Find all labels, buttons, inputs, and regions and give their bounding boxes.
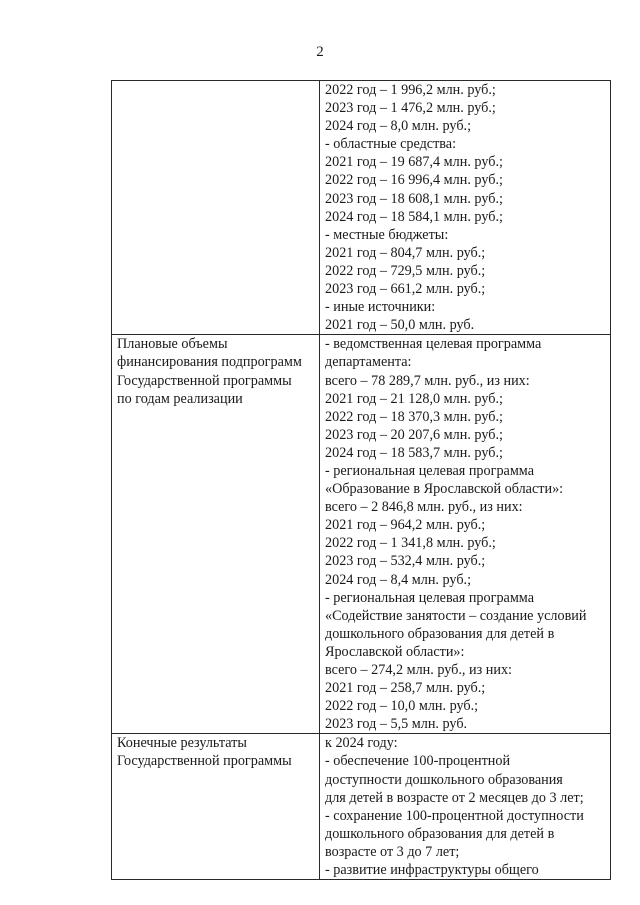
text-line: 2024 год – 8,0 млн. руб.; [325,118,472,135]
text-line: 2023 год – 18 608,1 млн. руб.; [325,190,503,207]
text-line: 2024 год – 18 584,1 млн. руб.; [325,208,503,225]
text-line: 2022 год – 18 370,3 млн. руб.; [325,408,503,425]
text-line: 2022 год – 1 341,8 млн. руб.; [325,535,496,552]
text-line: 2021 год – 258,7 млн. руб.; [325,680,486,697]
text-line: всего – 274,2 млн. руб., из них: [325,662,512,678]
text-line: финансирования подпрограмм [117,354,302,371]
text-line: 2021 год – 804,7 млн. руб.; [325,244,486,261]
text-line: всего – 2 846,8 млн. руб., из них: [325,499,523,516]
text-line: 2024 год – 8,4 млн. руб.; [325,571,472,588]
text-line: департамента: [325,354,412,371]
text-line: 2022 год – 729,5 млн. руб.; [325,262,486,279]
text-line: 2023 год – 20 207,6 млн. руб.; [325,426,503,443]
text-line: - местные бюджеты: [325,226,449,243]
text-line: всего – 78 289,7 млн. руб., из них: [325,372,530,389]
text-line: Ярославской области»: [325,643,465,660]
row-label-cell [112,335,320,734]
text-line: по годам реализации [117,390,243,407]
text-line: «Образование в Ярославской области»: [325,481,564,498]
text-line: 2022 год – 16 996,4 млн. руб.; [325,172,503,189]
text-line: дошкольного образования для детей в [325,825,555,842]
text-line: 2021 год – 50,0 млн. руб. [325,317,475,334]
page-number: 2 [316,44,324,60]
text-line: дошкольного образования для детей в [325,625,555,642]
text-line: для детей в возрасте от 2 месяцев до 3 лет; [325,789,584,806]
program-passport-table [111,80,611,880]
table-row [112,335,611,734]
row-label-cell [112,81,320,335]
text-line: - развитие инфраструктуры общего [325,862,539,879]
row-value-cell [320,81,611,335]
text-line: - иные источники: [325,299,436,316]
text-line: Конечные результаты [117,735,247,752]
text-line: 2021 год – 21 128,0 млн. руб.; [325,390,503,407]
text-line: 2023 год – 5,5 млн. руб. [325,716,468,733]
row-value-cell [320,335,611,734]
text-line: Государственной программы [117,372,292,389]
text-line: 2023 год – 532,4 млн. руб.; [325,553,486,570]
table-row [112,81,611,335]
row-label-cell [112,734,320,880]
table-row [112,734,611,880]
text-line: - ведомственная целевая программа [325,336,542,353]
text-line: 2023 год – 661,2 млн. руб.; [325,281,486,298]
text-line: - сохранение 100-процентной доступности [325,807,584,824]
text-line: 2023 год – 1 476,2 млн. руб.; [325,100,496,117]
text-line: возрасте от 3 до 7 лет; [325,843,460,860]
text-line: - региональная целевая программа [325,462,534,479]
text-line: Плановые объемы [117,336,228,353]
text-line: 2021 год – 964,2 млн. руб.; [325,517,486,534]
text-line: «Содействие занятости – создание условий [325,607,587,624]
text-line: - региональная целевая программа [325,589,534,606]
text-line: - областные средства: [325,136,457,153]
text-line: 2022 год – 1 996,2 млн. руб.; [325,82,496,98]
text-line: доступности дошкольного образования [325,771,563,788]
text-line: Государственной программы [117,753,292,770]
text-line: 2022 год – 10,0 млн. руб.; [325,698,479,715]
row-value-cell [320,734,611,880]
text-line: к 2024 году: [325,735,398,752]
text-line: - обеспечение 100-процентной [325,753,511,770]
text-line: 2024 год – 18 583,7 млн. руб.; [325,444,503,461]
text-line: 2021 год – 19 687,4 млн. руб.; [325,154,503,171]
